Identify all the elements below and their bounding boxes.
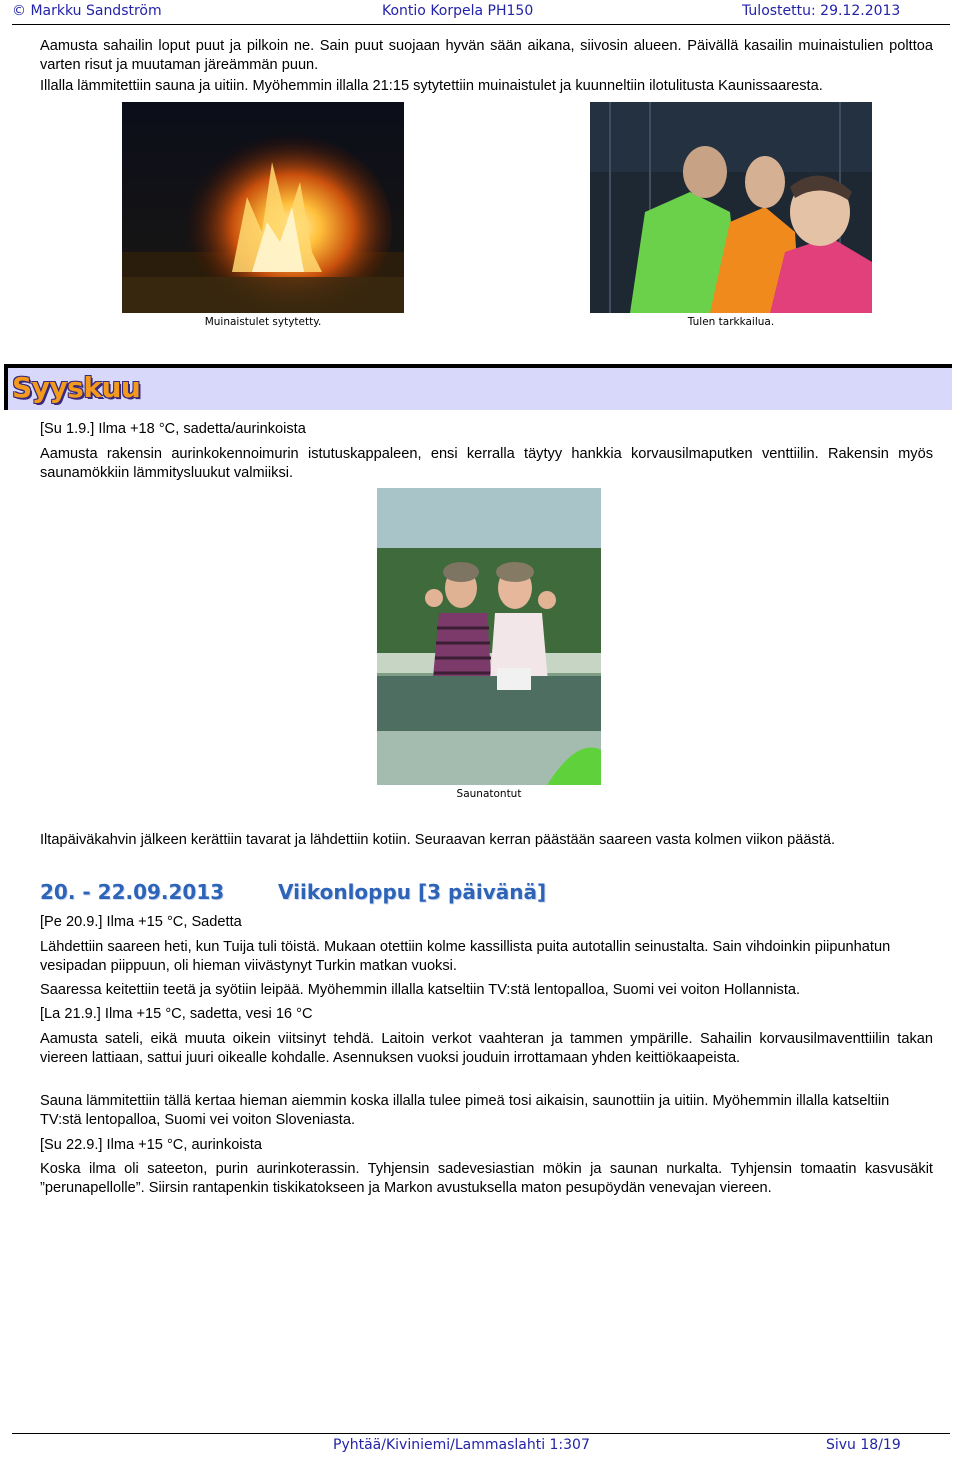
pe-paragraph-2: Saaressa keitettiin teetä ja syötiin leipää. Myöhemmin illalla katseltiin TV:stä lentopalloa, Suomi vei voiton Hollannista.	[40, 982, 801, 998]
su-paragraph-1: Koska ilma oli sateeton, purin aurinkoterassin. Tyhjensin sadevesiastian mökin ja saunan nurkalta. Tyhjensin tomaatin kasvusäkit ”perunapellolle”. Siirsin rantapenkin tiskikatokseen ja Markon avustuksella maton pesupöydän venevajan viereen.	[40, 1161, 933, 1196]
sauna-photo	[377, 488, 601, 785]
fire-watchers-photo	[590, 102, 872, 313]
day-heading-su-1-9: [Su 1.9.] Ilma +18 °C, sadetta/aurinkoista	[40, 421, 306, 437]
page-header	[0, 0, 960, 24]
intro-paragraph-2: Illalla lämmitettiin sauna ja uitiin. Myöhemmin illalla 21:15 sytytettiin muinaistulet ja kuunneltiin ilotulitusta Kaunissaaresta.	[40, 78, 823, 94]
bonfire-photo	[122, 102, 404, 313]
sep1-paragraph-2: Iltapäiväkahvin jälkeen kerättiin tavarat ja lähdettiin kotiin. Seuraavan kerran päästään saareen vasta kolmen viikon päästä.	[40, 832, 836, 848]
header-author: © Markku Sandström	[12, 3, 162, 19]
weekend-dates: 20. - 22.09.2013	[40, 880, 225, 904]
la-paragraph-1: Aamusta sateli, eikä muuta oikein viitsinyt tehdä. Laitoin verkot vaahteran ja tammen ympärille. Sahailin korvausilmaventtiilin takan viereen lattiaan, sattui juuri oikealle kohdalle. Asennuksen vuoksi jouduin irrottamaan yhden keittiökaapeista.	[40, 1031, 933, 1066]
footer-rule	[12, 1433, 950, 1434]
month-title: Syyskuu	[12, 371, 141, 404]
footer-location: Pyhtää/Kiviniemi/Lammaslahti 1:307	[333, 1437, 590, 1453]
header-rule	[12, 24, 950, 25]
header-document-title: Kontio Korpela PH150	[382, 3, 534, 19]
day-heading-pe-20-9: [Pe 20.9.] Ilma +15 °C, Sadetta	[40, 914, 242, 930]
day-heading-su-22-9: [Su 22.9.] Ilma +15 °C, aurinkoista	[40, 1137, 263, 1153]
weekend-label: Viikonloppu [3 päivänä]	[278, 880, 547, 904]
bonfire-caption: Muinaistulet sytytetty.	[204, 316, 322, 328]
day-heading-la-21-9: [La 21.9.] Ilma +15 °C, sadetta, vesi 16 °C	[40, 1006, 313, 1022]
intro-paragraph-1: Aamusta sahailin loput puut ja pilkoin ne. Sain puut suojaan hyvän sään aikana, siivosin alueen. Päivällä kasailin muinaistulien polttoa varten risut ja muutaman järeämmän puun.	[40, 38, 933, 73]
sauna-caption: Saunatontut	[456, 788, 522, 800]
pe-paragraph-1: Lähdettiin saareen heti, kun Tuija tuli töistä. Mukaan otettiin kolme kassillista puita autotallin seinustalta. Sain vihdoinkin piipunhatun vesipadan piippuun, oli hieman viivästynyt Turkin matkan vuoksi.	[40, 939, 891, 974]
fire-watchers-caption: Tulen tarkkailua.	[687, 316, 775, 328]
month-banner	[4, 364, 952, 410]
header-print-date: Tulostettu: 29.12.2013	[742, 3, 901, 19]
la-paragraph-2: Sauna lämmitettiin tällä kertaa hieman aiemmin koska illalla tulee pimeä tosi aikaisin, saunottiin ja uitiin. Myöhemmin illalla katseltiin TV:stä lentopalloa, Suomi vei voiton Sloveniasta.	[40, 1093, 890, 1128]
footer-page-number: Sivu 18/19	[826, 1437, 901, 1453]
sep1-paragraph-1: Aamusta rakensin aurinkokennoimurin istutuskappaleen, ensi kerralla täytyy hankkia korvausilmaputken venttiilin. Rakensin myös saunamökkiin lämmitysluukut valmiiksi.	[40, 446, 933, 481]
